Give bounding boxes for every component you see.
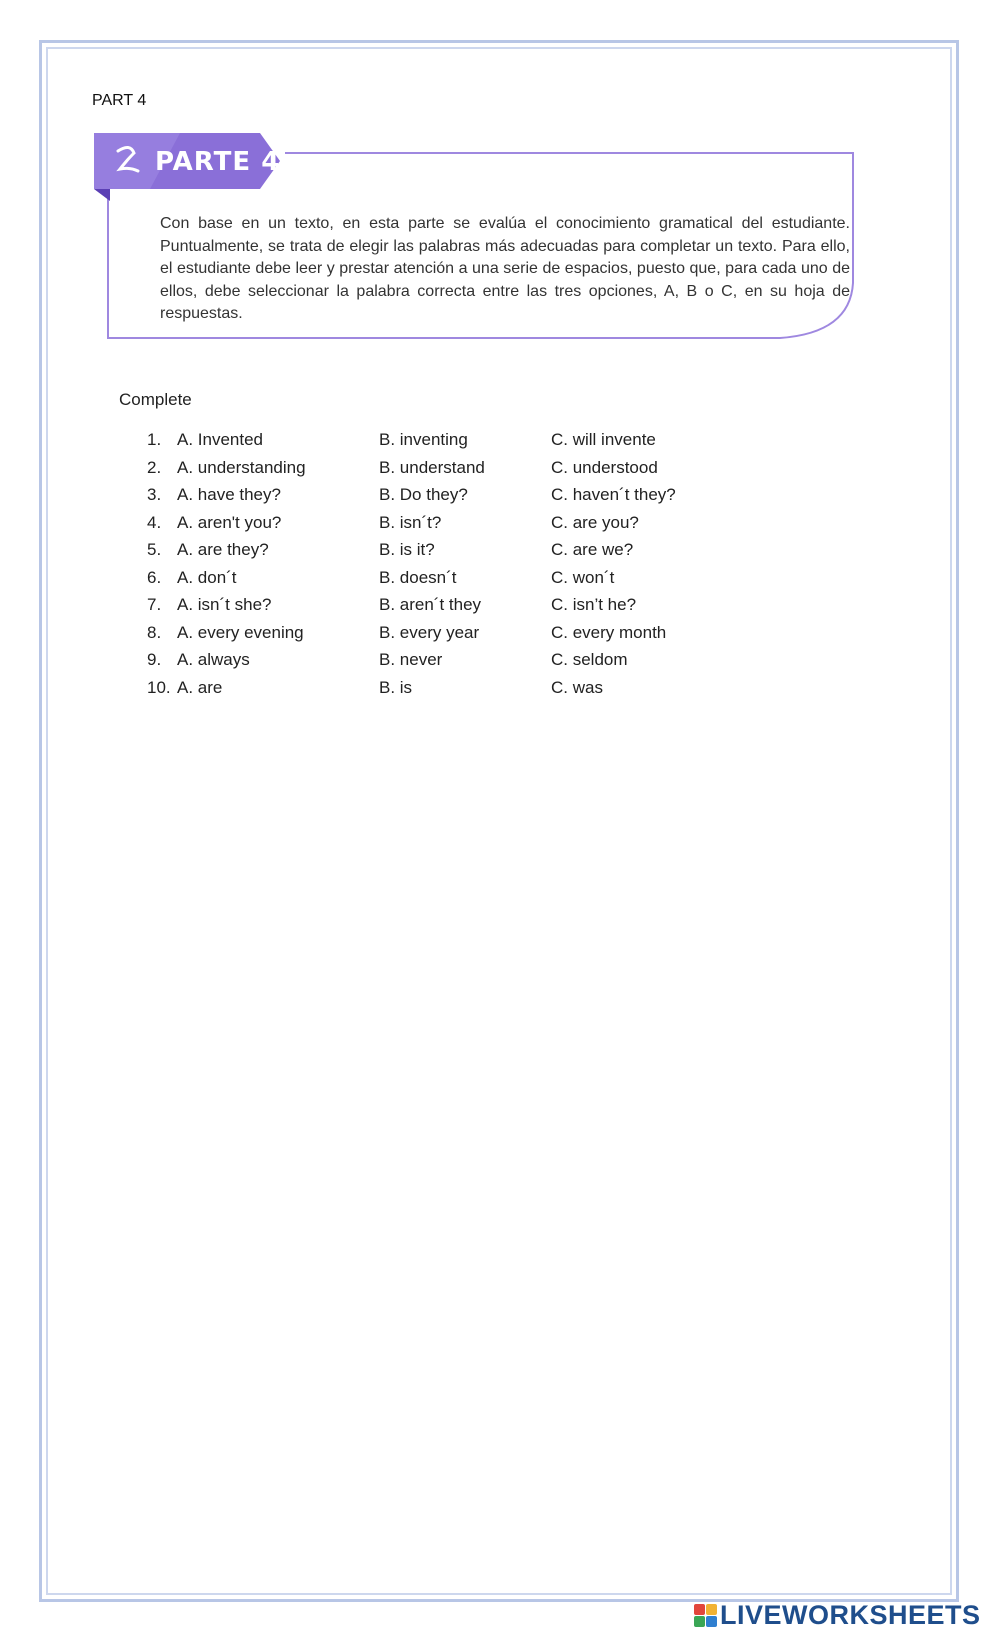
option-b[interactable]: B. never (379, 650, 443, 669)
logo-text: LIVEWORKSHEETS (720, 1599, 981, 1630)
option-a[interactable]: A. understanding (177, 457, 306, 477)
option-a[interactable]: A. aren't you? (177, 512, 282, 532)
question-number: 1. (147, 430, 162, 449)
option-c[interactable]: C. haven´t they? (551, 485, 676, 504)
option-c[interactable]: C. isn’t he? (551, 595, 637, 614)
option-a[interactable]: A. have they? (177, 485, 281, 504)
option-c[interactable]: C. are we? (551, 540, 634, 559)
option-a[interactable]: A. every evening (177, 622, 304, 642)
option-a[interactable]: A. always (177, 650, 250, 669)
option-b[interactable]: B. inventing (379, 430, 468, 449)
option-c[interactable]: C. are you? (551, 512, 639, 532)
option-a[interactable]: A. Invented (177, 430, 264, 449)
option-a[interactable]: A. are they? (177, 540, 269, 559)
question-number: 2. (147, 457, 162, 477)
option-c[interactable]: C. will invente (551, 430, 656, 449)
option-c[interactable]: C. understood (551, 457, 658, 477)
option-b[interactable]: B. Do they? (379, 485, 468, 504)
question-number: 3. (147, 485, 162, 504)
question-number: 6. (147, 567, 162, 587)
option-a[interactable]: A. are (177, 677, 223, 697)
logo-mark-icon (694, 1604, 717, 1627)
question-number: 4. (147, 512, 162, 532)
question-number: 9. (147, 650, 162, 669)
question-number: 10. (147, 677, 171, 697)
option-b[interactable]: B. aren´t they (379, 595, 482, 614)
option-a[interactable]: A. isn´t she? (177, 595, 272, 614)
option-b[interactable]: B. doesn´t (379, 567, 457, 587)
question-number: 5. (147, 540, 162, 559)
page-title: PART 4 (92, 92, 147, 109)
question-number: 8. (147, 622, 162, 642)
option-b[interactable]: B. isn´t? (379, 512, 442, 532)
option-c[interactable]: C. seldom (551, 650, 628, 669)
option-c[interactable]: C. was (551, 677, 603, 697)
option-b[interactable]: B. every year (379, 622, 480, 642)
option-b[interactable]: B. understand (379, 457, 485, 477)
option-b[interactable]: B. is it? (379, 540, 435, 559)
option-a[interactable]: A. don´t (177, 567, 237, 587)
banner-description: Con base en un texto, en esta parte se evalúa el conocimiento gramatical del estudiante. Puntualmente, se trata de elegir las palabras más adecuadas para completar un texto. Para ello, el estudiante debe leer y prestar atención a una serie de espacios, puesto que, para cada uno de ellos, debe seleccionar la palabra correcta entre las tres opciones, A, B o C, en su hoja de respuestas. (160, 215, 850, 322)
instruction-label: Complete (119, 390, 192, 409)
question-number: 7. (147, 595, 162, 614)
liveworksheets-logo (694, 1598, 981, 1632)
option-b[interactable]: B. is (379, 677, 413, 697)
option-c[interactable]: C. every month (551, 622, 667, 642)
option-c[interactable]: C. won´t (551, 567, 615, 587)
banner-label: PARTE 4 (155, 147, 281, 177)
